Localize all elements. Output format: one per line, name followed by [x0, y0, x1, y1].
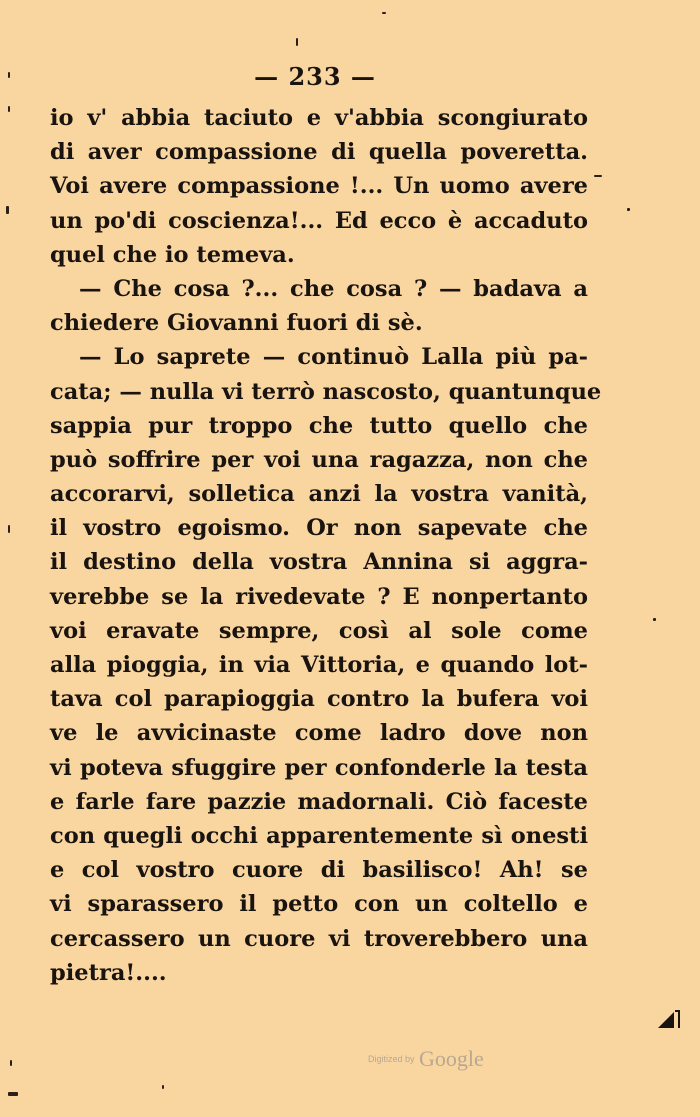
scan-speck: [296, 38, 298, 46]
text-line-23: e col vostro cuore di basilisco! Ah! se: [50, 857, 588, 884]
text-line-16: voi eravate sempre, così al sole come: [50, 617, 588, 644]
text-line-21: e farle fare pazzie madornali. Ciò faceste: [50, 788, 588, 815]
scan-speck: [8, 1092, 18, 1096]
text-line-12: accorarvi, solletica anzi la vostra vanità,: [50, 481, 588, 508]
text-line-19: ve le avvicinaste come ladro dove non: [50, 720, 588, 747]
text-line-25: cercassero un cuore vi troverebbero una: [50, 925, 588, 952]
digitized-prefix: Digitized by: [368, 1054, 415, 1064]
text-line-4: un po'di coscienza!... Ed ecco è accaduto: [50, 207, 588, 234]
text-line-15: verebbe se la rivedevate ? E nonpertanto: [50, 583, 588, 610]
text-line-11: può soffrire per voi una ragazza, non che: [50, 446, 588, 473]
text-line-5: quel che io temeva.: [50, 241, 295, 268]
text-line-7: chiedere Giovanni fuori di sè.: [50, 310, 423, 337]
scan-speck: [10, 1060, 12, 1066]
text-line-17: alla pioggia, in via Vittoria, e quando lot-: [50, 652, 588, 678]
page-body-text: [50, 101, 602, 990]
text-line-13: il vostro egoismo. Or non sapevate che: [50, 515, 588, 542]
text-line-6: — Che cosa ?... che cosa ? — badava a: [79, 275, 588, 302]
text-line-24: vi sparassero il petto con un coltello e: [50, 891, 588, 918]
text-line-20: vi poteva sfuggire per confonderle la testa: [50, 754, 588, 781]
text-line-3: Voi avere compassione !... Un uomo avere: [50, 173, 588, 200]
scan-speck: [8, 106, 10, 112]
scan-speck: [6, 206, 9, 214]
text-line-14: il destino della vostra Annina si aggra-: [50, 549, 588, 576]
text-line-26: pietra!....: [50, 959, 167, 986]
text-line-1: io v' abbia taciuto e v'abbia scongiurato: [50, 105, 588, 131]
scan-speck: [382, 12, 386, 14]
scan-speck: [162, 1085, 164, 1089]
text-line-2: di aver compassione di quella poveretta.: [50, 139, 588, 166]
text-line-8: — Lo saprete — continuò Lalla più pa-: [79, 344, 588, 371]
scan-speck: [653, 618, 656, 621]
digitized-watermark: [368, 1046, 484, 1072]
text-line-10: sappia pur troppo che tutto quello che: [50, 412, 588, 439]
text-line-9: cata; — nulla vi terrò nascosto, quantunque: [50, 378, 602, 405]
google-logo-text: Google: [418, 1046, 484, 1071]
scan-speck: [8, 525, 10, 533]
scan-speck: [627, 208, 630, 211]
text-line-22: con quegli occhi apparentemente sì onesti: [50, 822, 588, 849]
scan-speck: [8, 72, 10, 78]
text-line-18: tava col parapioggia contro la bufera voi: [50, 686, 588, 713]
corner-scan-mark-icon: [658, 1008, 684, 1030]
scan-speck: [594, 175, 602, 177]
page-number: — 233 —: [254, 62, 376, 91]
